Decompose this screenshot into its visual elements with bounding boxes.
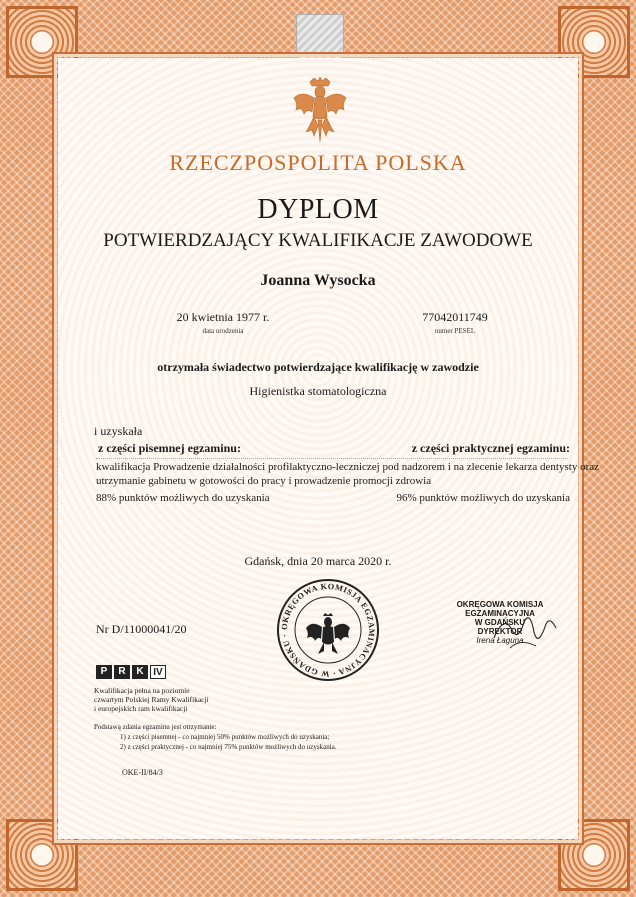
pesel-label: numer PESEL bbox=[434, 327, 476, 335]
prk-letter: R bbox=[114, 665, 130, 679]
signatory-line-2: W GDAŃSKU bbox=[474, 618, 526, 627]
seal-text: OKRĘGOWA KOMISJA EGZAMINACYJNA · W GDAŃSKU · bbox=[279, 581, 377, 679]
country-heading: RZECZPOSPOLITA POLSKA bbox=[169, 150, 467, 175]
prk-letter: K bbox=[132, 665, 148, 679]
holder-name: Joanna Wysocka bbox=[260, 272, 376, 289]
prk-desc-3: i europejskich ram kwalifikacji bbox=[94, 704, 188, 713]
diploma-number: Nr D/11000041/20 bbox=[96, 622, 187, 636]
prk-description bbox=[94, 686, 209, 713]
prk-desc-2: czwartym Polskiej Ramy Kwalifikacji bbox=[94, 695, 209, 704]
written-score: 88% punktów możliwych do uzyskania bbox=[96, 492, 270, 504]
practical-part-label: z części praktycznej egzaminu: bbox=[411, 441, 570, 455]
certificate-statement: otrzymała świadectwo potwierdzające kwalifikację w zawodzie bbox=[157, 360, 479, 374]
signatory-name: Irena Łaguna bbox=[476, 636, 524, 645]
footnote-item-1: 1) z części pisemnej - co najmniej 50% punktów możliwych do uzyskania; bbox=[120, 733, 330, 741]
place-and-date: Gdańsk, dnia 20 marca 2020 r. bbox=[244, 554, 392, 568]
footnote-intro: Podstawą zdania egzaminu jest otrzymanie: bbox=[94, 723, 217, 731]
birth-date-label: data urodzenia bbox=[202, 327, 244, 335]
prk-letter: P bbox=[96, 665, 112, 679]
divider bbox=[96, 458, 568, 459]
qualification-line-1: kwalifikacja Prowadzenie działalności profilaktyczno-leczniczej pod nadzorem i na zlecenie lekarza dentysty oraz bbox=[96, 461, 600, 473]
signature-icon bbox=[490, 608, 560, 654]
eagle-emblem-icon bbox=[292, 76, 348, 144]
document-subtitle: POTWIERDZAJĄCY KWALIFIKACJE ZAWODOWE bbox=[103, 230, 533, 251]
obtained-label: i uzyskała bbox=[94, 424, 143, 438]
signatory-line-3: DYREKTOR bbox=[477, 627, 523, 636]
official-seal-icon bbox=[276, 578, 380, 682]
prk-logo bbox=[96, 665, 166, 679]
footnote bbox=[94, 722, 337, 752]
profession: Higienistka stomatologiczna bbox=[249, 384, 387, 398]
document-title: DYPLOM bbox=[257, 194, 379, 225]
prk-level: IV bbox=[150, 665, 166, 679]
footnote-item-2: 2) z części praktycznej - co najmniej 75% punktów możliwych do uzyskania. bbox=[120, 743, 337, 751]
birth-date: 20 kwietnia 1977 r. bbox=[176, 310, 270, 324]
practical-score: 96% punktów możliwych do uzyskania bbox=[396, 492, 570, 504]
signatory-line-1: OKRĘGOWA KOMISJA EGZAMINACYJNA bbox=[456, 600, 544, 618]
form-code: OKE-II/84/3 bbox=[122, 768, 163, 777]
written-part-label: z części pisemnej egzaminu: bbox=[98, 441, 241, 455]
prk-desc-1: Kwalifikacja pełna na poziomie bbox=[94, 686, 190, 695]
pesel-number: 77042011749 bbox=[422, 310, 488, 324]
qualification-line-2: utrzymanie gabinetu w gotowości do pracy i prowadzenie promocji zdrowia bbox=[96, 475, 432, 487]
